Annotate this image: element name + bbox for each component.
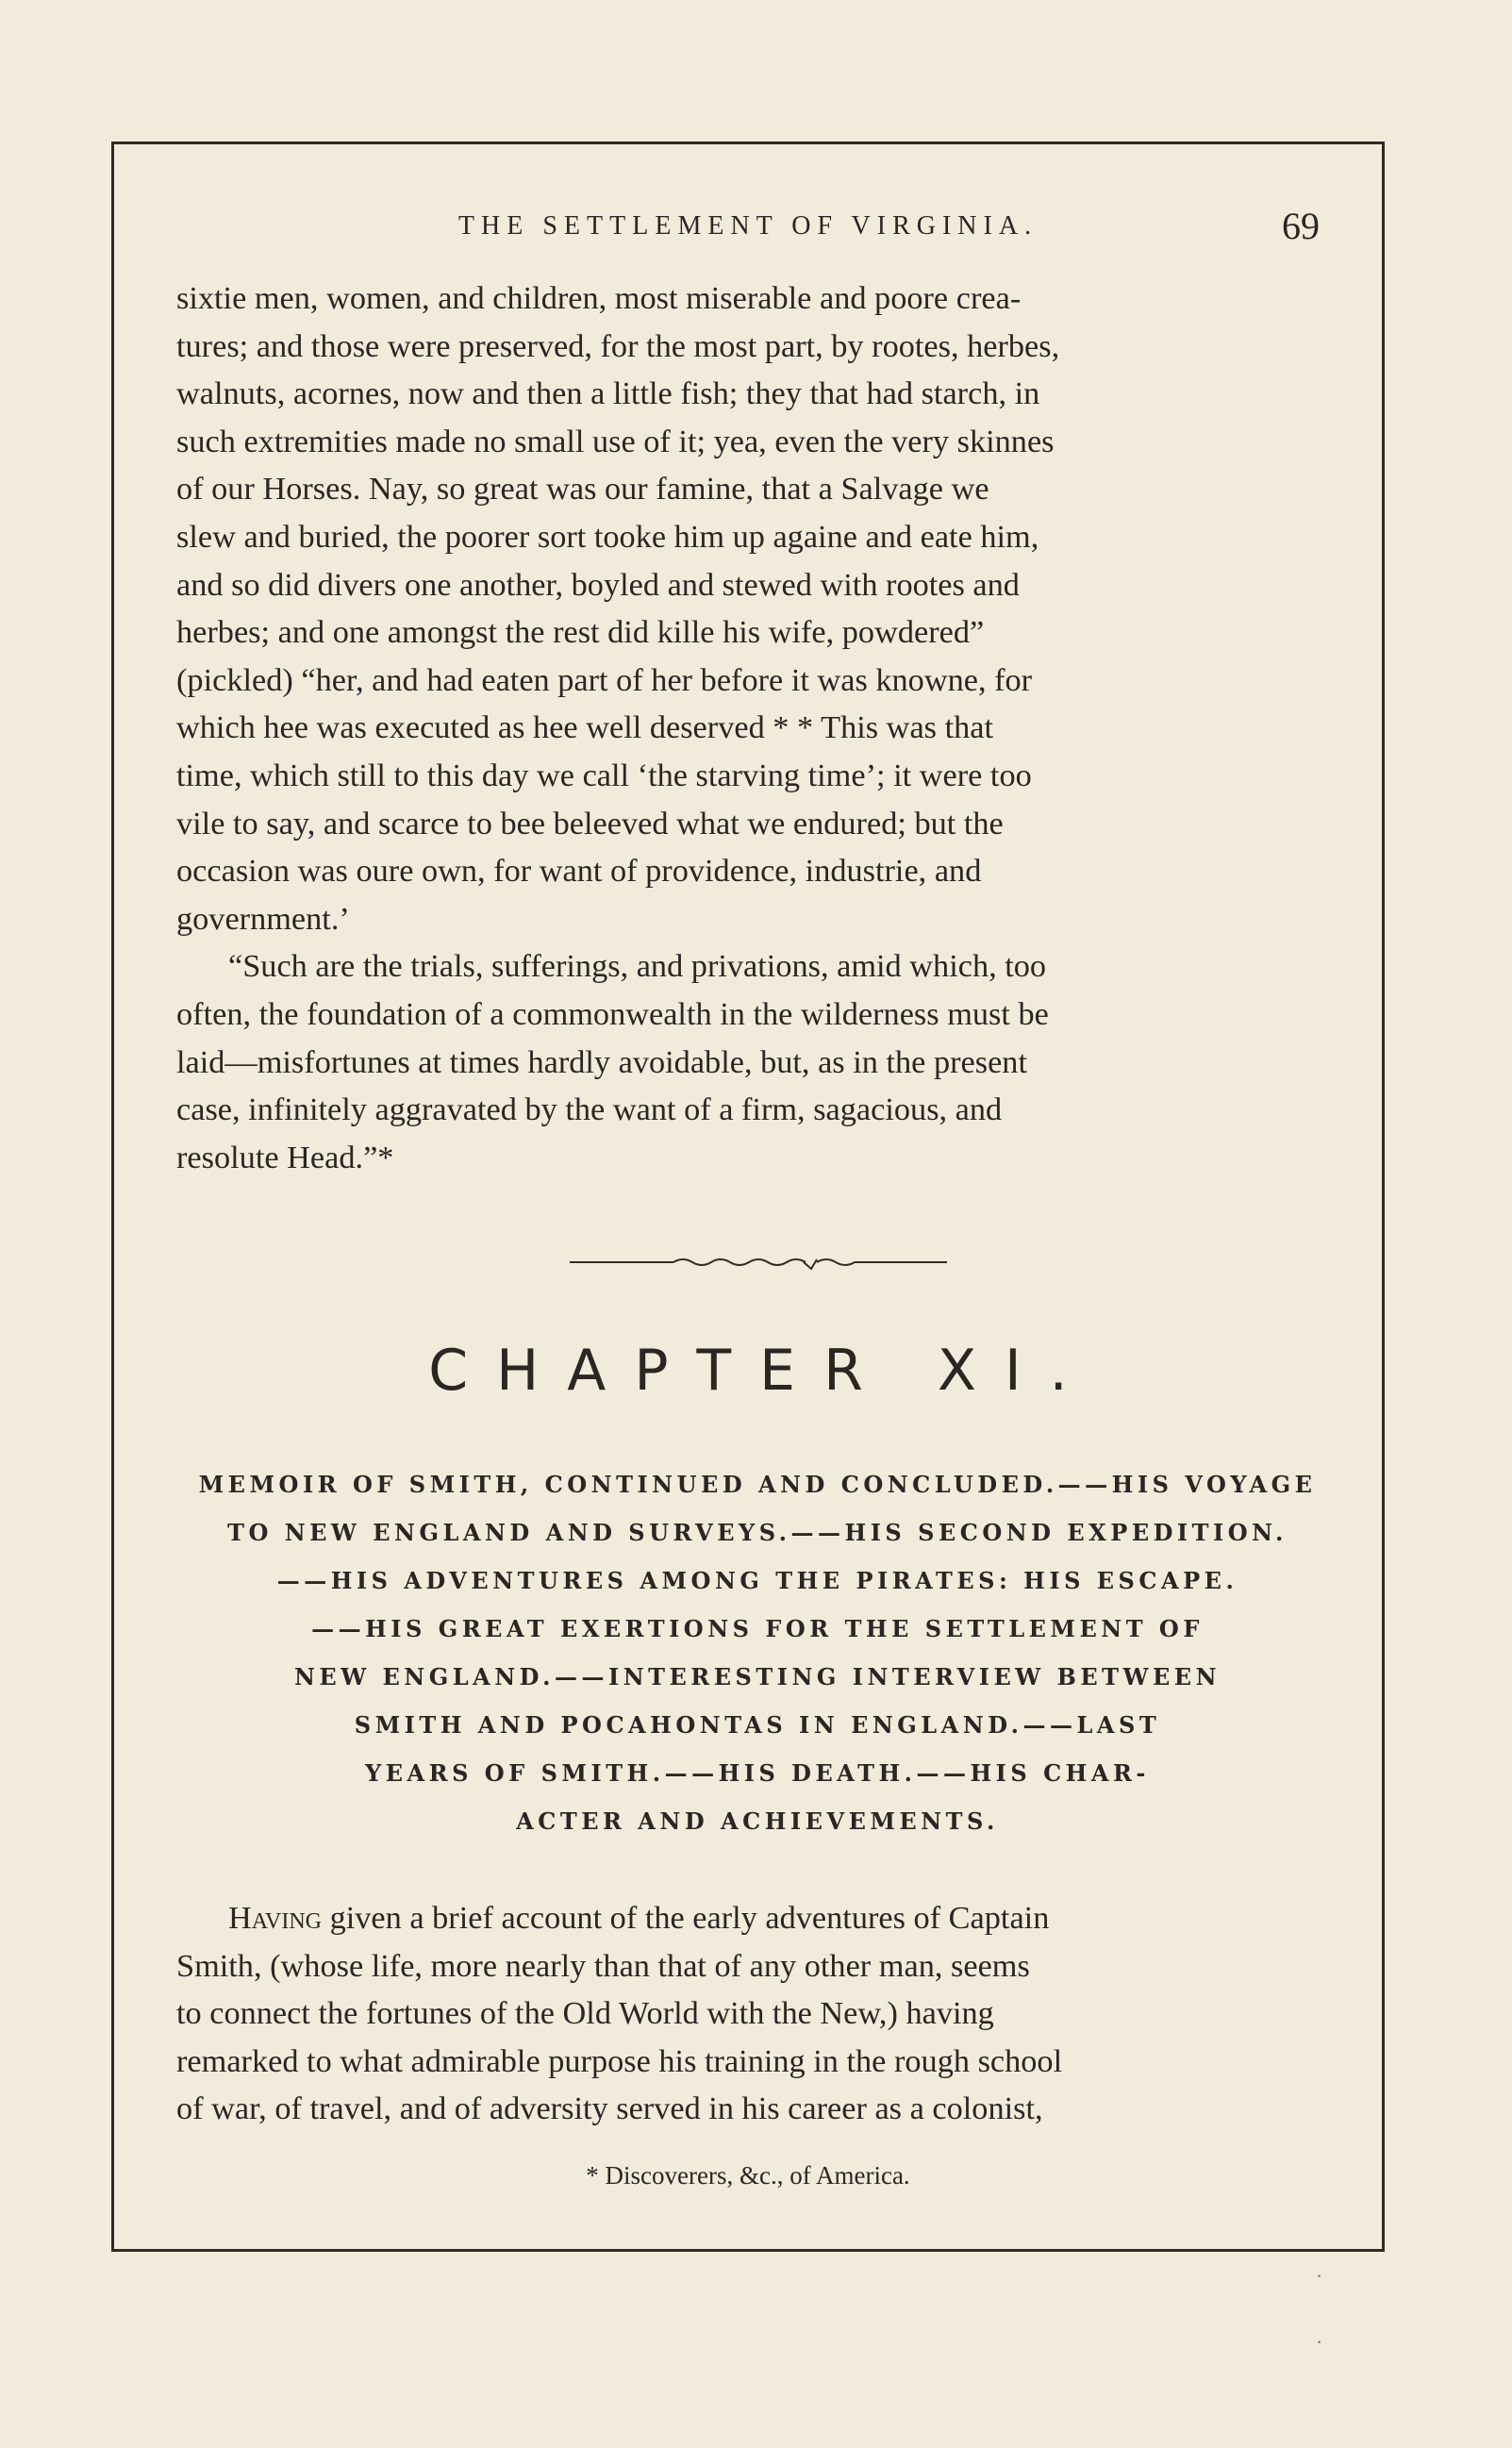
- synopsis-line: ——HIS GREAT EXERTIONS FOR THE SETTLEMENT OF: [311, 1615, 1204, 1642]
- text-line: walnuts, acornes, now and then a little fish; they that had starch, in: [176, 375, 1040, 412]
- text-line: such extremities made no small use of it; yea, even the very skinnes: [176, 423, 1055, 459]
- footnote: * Discoverers, &c., of America.: [586, 2161, 910, 2190]
- opening-word: Having: [228, 1900, 322, 1936]
- text-line: time, which still to this day we call ‘the starving time’; it were too: [176, 757, 1032, 793]
- synopsis-line: YEARS OF SMITH.——HIS DEATH.——HIS CHAR-: [365, 1759, 1150, 1787]
- text-line: herbes; and one amongst the rest did kille his wife, powdered”: [176, 614, 985, 651]
- continued-text: [176, 275, 1323, 1181]
- synopsis-line: ACTER AND ACHIEVEMENTS.: [516, 1807, 999, 1835]
- text-line: and so did divers one another, boyled and stewed with rootes and: [176, 566, 1020, 603]
- synopsis-line: NEW ENGLAND.——INTERESTING INTERVIEW BETWEEN: [293, 1663, 1221, 1690]
- text-line: of war, of travel, and of adversity served in his career as a colonist,: [176, 2090, 1043, 2127]
- text-line: tures; and those were preserved, for the most part, by rootes, herbes,: [176, 327, 1060, 364]
- running-head: [114, 204, 1382, 251]
- opening-line-rest: given a brief account of the early adventures of Captain: [322, 1900, 1050, 1936]
- text-line: government.’: [176, 900, 350, 937]
- text-line: remarked to what admirable purpose his training in the rough school: [176, 2042, 1063, 2079]
- text-line: case, infinitely aggravated by the want of a firm, sagacious, and: [176, 1091, 1003, 1128]
- running-title: THE SETTLEMENT OF VIRGINIA.: [457, 211, 1038, 241]
- text-line: resolute Head.”*: [176, 1139, 394, 1175]
- text-line: sixtie men, women, and children, most miserable and poore crea-: [176, 280, 1022, 316]
- ornamental-rule: [570, 1248, 947, 1276]
- synopsis-line: TO NEW ENGLAND AND SURVEYS.——HIS SECOND EXPEDITION.: [227, 1519, 1288, 1546]
- text-line: often, the foundation of a commonwealth in the wilderness must be: [176, 995, 1049, 1032]
- chapter-title: CHAPTER XI.: [428, 1338, 1096, 1404]
- text-line: vile to say, and scarce to bee beleeved what we endured; but the: [176, 805, 1004, 841]
- synopsis-line: SMITH AND POCAHONTAS IN ENGLAND.——LAST: [354, 1711, 1161, 1739]
- stray-ink-mark: ·: [1316, 2330, 1323, 2354]
- text-line: which hee was executed as hee well deserved * * This was that: [176, 709, 994, 746]
- synopsis-line: ——HIS ADVENTURES AMONG THE PIRATES: HIS ESCAPE.: [276, 1567, 1238, 1594]
- text-line: laid—misfortunes at times hardly avoidable, but, as in the present: [176, 1043, 1027, 1080]
- text-line: occasion was oure own, for want of providence, industrie, and: [176, 853, 982, 890]
- text-line: (pickled) “her, and had eaten part of her before it was knowne, for: [176, 661, 1033, 698]
- page-number: 69: [1282, 205, 1320, 247]
- text-line: “Such are the trials, sufferings, and privations, amid which, too: [228, 948, 1047, 985]
- text-line: [176, 1894, 1323, 1942]
- chapter-synopsis: [171, 1460, 1344, 1845]
- synopsis-line: MEMOIR OF SMITH, CONTINUED AND CONCLUDED.——HIS VOYAGE: [198, 1471, 1317, 1498]
- text-line: of our Horses. Nay, so great was our famine, that a Salvage we: [176, 471, 989, 508]
- page-frame: [111, 142, 1385, 2252]
- stray-ink-mark: ·: [1316, 2264, 1323, 2288]
- text-line: slew and buried, the poorer sort tooke him up againe and eate him,: [176, 518, 1039, 555]
- chapter-opening-text: [176, 1894, 1323, 2133]
- text-line: Smith, (whose life, more nearly than that of any other man, seems: [176, 1947, 1030, 1984]
- text-line: to connect the fortunes of the Old World with the New,) having: [176, 1995, 994, 2032]
